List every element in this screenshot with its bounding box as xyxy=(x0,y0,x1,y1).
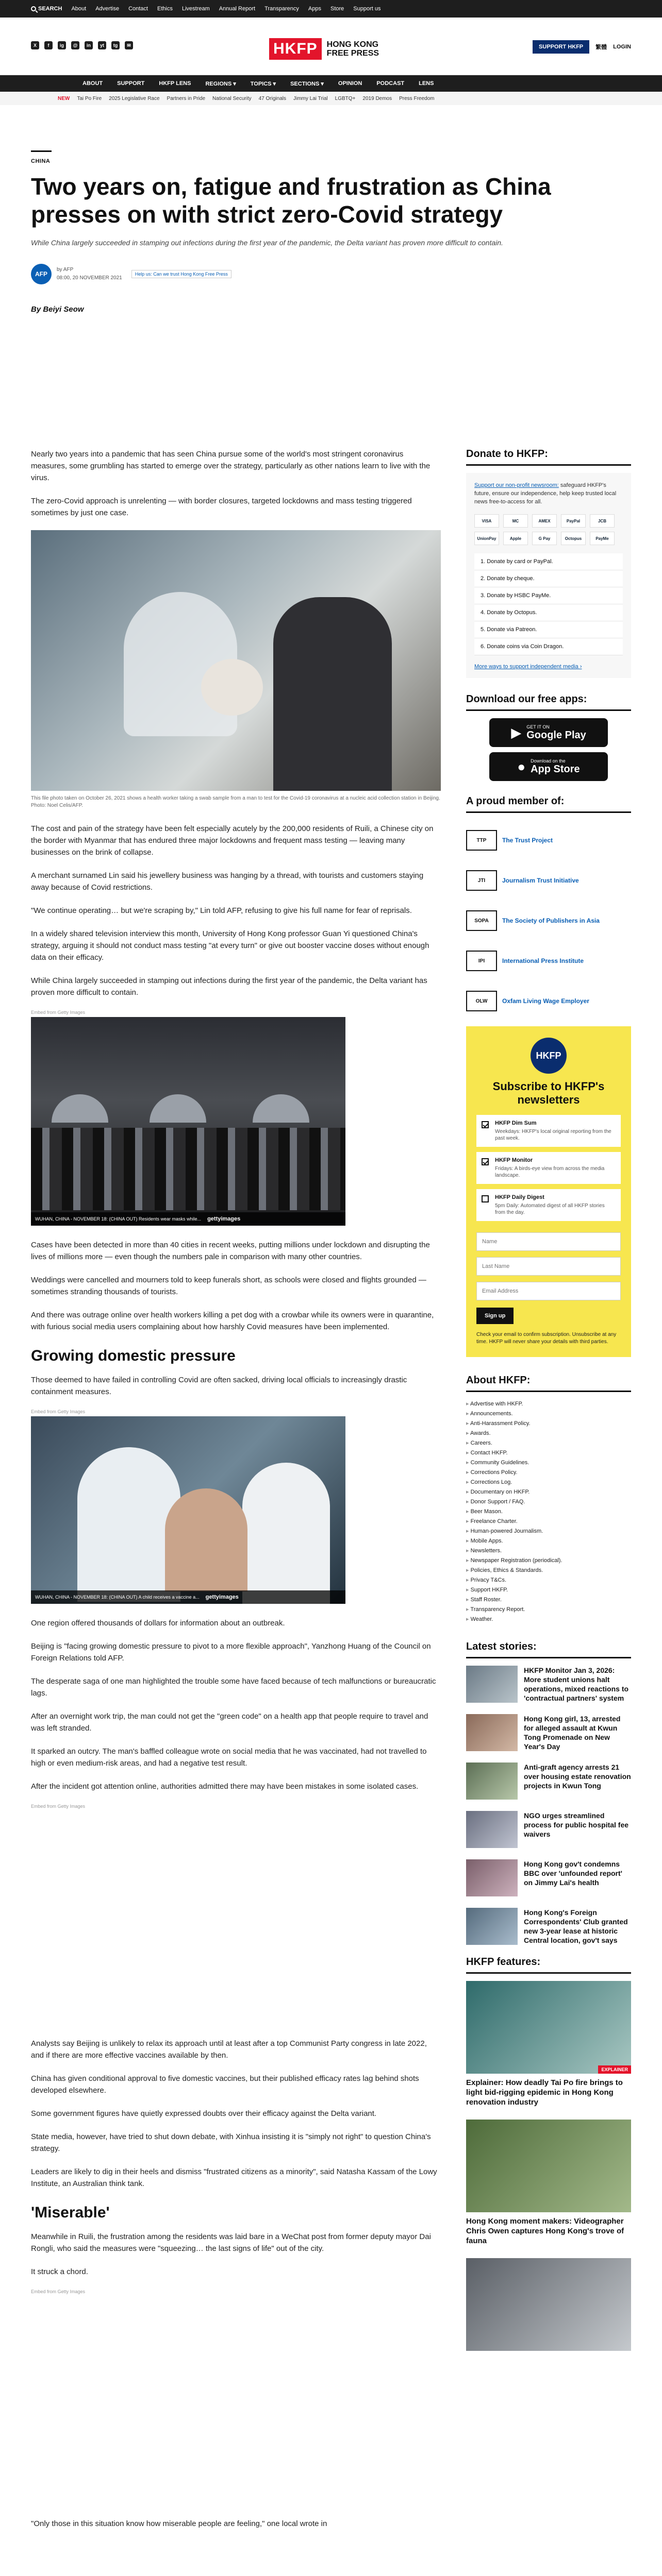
afp-avatar: AFP xyxy=(31,264,52,284)
byline-source[interactable]: by AFP xyxy=(57,267,74,273)
about-link[interactable]: ▸ Privacy T&Cs. xyxy=(466,1575,631,1585)
paragraph: A merchant surnamed Lin said his jewellery business was hanging by a thread, with tourists and customers staying away because of Covid restrictions. xyxy=(31,871,424,892)
feature-title: Hong Kong moment makers: Videographer Chris Owen captures Hong Kong's trove of fauna xyxy=(466,2217,624,2245)
about-link[interactable]: ▸ Weather. xyxy=(466,1615,631,1624)
paragraph: The cost and pain of the strategy have been felt especially acutely by the 200,000 residents of Ruili, a Chinese city on the border with Myanmar that has endured three major lockdowns and frequent mass testing — leaving many businesses on the brink of collapse. xyxy=(31,824,434,857)
top-link-store[interactable]: Store xyxy=(330,6,344,12)
trending-link[interactable]: Partners in Pride xyxy=(167,95,206,101)
story-thumbnail xyxy=(466,1859,518,1896)
apps-title: Download our free apps: xyxy=(466,693,631,711)
instagram-icon[interactable]: ig xyxy=(58,41,66,49)
story-thumbnail xyxy=(466,1762,518,1800)
member-title: A proud member of: xyxy=(466,795,631,813)
feature-card[interactable] xyxy=(466,2258,631,2351)
about-title: About HKFP: xyxy=(466,1375,631,1392)
top-link-ethics[interactable]: Ethics xyxy=(157,6,173,12)
story-title: HKFP Monitor Jan 3, 2026: More student unions halt operations, mixed reactions to 'contractual partners' system xyxy=(524,1666,629,1702)
sidebar xyxy=(466,448,631,2363)
embed-label: Embed from Getty Images xyxy=(31,1804,86,1809)
feature-card[interactable] xyxy=(466,1981,631,2107)
section-heading: 'Miserable' xyxy=(31,2204,110,2221)
email-icon[interactable]: ✉ xyxy=(125,41,133,49)
top-link-annual-report[interactable]: Annual Report xyxy=(219,6,256,12)
donate-option[interactable]: 6. Donate coins via Coin Dragon. xyxy=(474,638,623,655)
payment-methods xyxy=(474,514,623,545)
paragraph: The zero-Covid approach is unrelenting — with border closures, targeted lockdowns and mass testing triggered sometimes by just one case. xyxy=(31,497,412,517)
support-hkfp-button[interactable]: SUPPORT HKFP xyxy=(533,40,589,54)
story-thumbnail xyxy=(466,1908,518,1945)
paragraph: After an overnight work trip, the man could not get the "green code" on a health app that people require to travel and was left stranded. xyxy=(31,1712,428,1733)
trending-link[interactable]: Press Freedom xyxy=(399,95,435,101)
publish-date: 08:00, 20 NOVEMBER 2021 xyxy=(57,275,122,281)
section-heading: Growing domestic pressure xyxy=(31,1347,236,1364)
story-title: Hong Kong gov't condemns BBC over 'unfounded report' on Jimmy Lai's health xyxy=(524,1860,622,1887)
getty-logo: gettyimages xyxy=(205,1594,239,1600)
donate-widget xyxy=(466,473,631,678)
logo-line1: HONG KONG xyxy=(326,40,379,49)
about-link[interactable]: ▸ Corrections Log. xyxy=(466,1478,631,1487)
paragraph: Some government figures have quietly expressed doubts over their efficacy against the Delta variant. xyxy=(31,2109,377,2118)
top-link-contact[interactable]: Contact xyxy=(128,6,148,12)
latest-story[interactable] xyxy=(466,1859,631,1896)
about-link[interactable]: ▸ Mobile Apps. xyxy=(466,1536,631,1546)
about-link[interactable]: ▸ Careers. xyxy=(466,1438,631,1448)
newsletter-option-dim-sum[interactable]: HKFP Dim Sum Weekdays: HKFP's local original reporting from the past week. xyxy=(476,1115,621,1147)
donate-option[interactable]: 4. Donate by Octopus. xyxy=(474,604,623,621)
top-link-apps[interactable]: Apps xyxy=(308,6,321,12)
getty-logo: gettyimages xyxy=(207,1216,241,1222)
story-title: NGO urges streamlined process for public hospital fee waivers xyxy=(524,1811,629,1838)
newsletter-option-monitor[interactable]: HKFP Monitor Fridays: A birds-eye view from across the media landscape. xyxy=(476,1152,621,1184)
paragraph: "Only those in this situation know how miserable people are feeling," one local wrote in xyxy=(31,2519,327,2528)
about-link[interactable]: ▸ Newspaper Registration (periodical). xyxy=(466,1556,631,1566)
google-pay-icon: G Pay xyxy=(532,532,557,545)
about-link[interactable]: ▸ Anti-Harassment Policy. xyxy=(466,1419,631,1429)
latest-story[interactable] xyxy=(466,1762,631,1800)
signup-button[interactable]: Sign up xyxy=(476,1308,514,1324)
nav-regions[interactable]: REGIONS ▾ xyxy=(205,80,236,87)
site-header xyxy=(0,18,662,75)
about-link[interactable]: ▸ Corrections Policy. xyxy=(466,1468,631,1478)
latest-story[interactable] xyxy=(466,1811,631,1848)
nav-support[interactable]: SUPPORT xyxy=(117,80,145,87)
checkbox-icon[interactable] xyxy=(482,1121,489,1128)
embed-label: Embed from Getty Images xyxy=(31,1010,86,1015)
swab-test-photo xyxy=(31,530,441,791)
nav-topics[interactable]: TOPICS ▾ xyxy=(250,80,276,87)
app-store-button[interactable]: ● Download on the App Store xyxy=(489,752,608,781)
feature-image xyxy=(466,2258,631,2351)
payme-icon: PayMe xyxy=(590,532,615,545)
top-utility-bar xyxy=(0,0,662,18)
feature-image xyxy=(466,2120,631,2212)
paragraph: After the incident got attention online, authorities admitted there may have been mistakes in some isolated cases. xyxy=(31,1782,419,1791)
newsletter-title: Subscribe to HKFP's newsletters xyxy=(492,1080,605,1106)
paragraph: Analysts say Beijing is unlikely to relax its approach until at least after a top Communist Party congress in late 2022, and if there are more effective vaccines available by then. xyxy=(31,2039,427,2060)
new-badge: NEW xyxy=(58,95,70,101)
login-link[interactable]: LOGIN xyxy=(613,44,631,50)
trending-link[interactable]: LGBTQ+ xyxy=(335,95,356,101)
checkbox-icon[interactable] xyxy=(482,1158,489,1165)
about-link[interactable]: ▸ Beer Mason. xyxy=(466,1507,631,1517)
trending-bar xyxy=(0,92,662,105)
visa-icon: VISA xyxy=(474,514,499,528)
member-jti[interactable]: JTI Journalism Trust Initiative xyxy=(466,860,631,901)
getty-embed-vaccine-photo[interactable] xyxy=(31,1416,345,1604)
language-switch[interactable]: 繁體 xyxy=(595,44,607,50)
about-link[interactable]: ▸ Donor Support / FAQ. xyxy=(466,1497,631,1507)
donate-intro-link[interactable]: Support our non-profit newsroom: xyxy=(474,482,559,488)
feature-card[interactable] xyxy=(466,2120,631,2246)
nav-opinion[interactable]: OPINION xyxy=(338,80,362,87)
threads-icon[interactable]: @ xyxy=(71,41,79,49)
youtube-icon[interactable]: yt xyxy=(98,41,106,49)
app-badges xyxy=(466,718,631,781)
latest-title: Latest stories: xyxy=(466,1641,631,1658)
paragraph: State media, however, have tried to shut down debate, with Xinhua insisting it is "simply not right" to question China's strategy. xyxy=(31,2132,431,2153)
octopus-icon: Octopus xyxy=(561,532,586,545)
member-oxfam[interactable]: OLW Oxfam Living Wage Employer xyxy=(466,981,631,1021)
member-ipi[interactable]: IPI International Press Institute xyxy=(466,941,631,981)
last-name-field[interactable] xyxy=(476,1257,621,1276)
newsletter-option-daily-digest[interactable]: HKFP Daily Digest 5pm Daily: Automated digest of all HKFP stories from the day. xyxy=(476,1189,621,1221)
getty-embed-queue-photo[interactable] xyxy=(31,1017,345,1226)
member-trust-project[interactable]: TTP The Trust Project xyxy=(466,820,631,860)
about-link[interactable]: ▸ Documentary on HKFP. xyxy=(466,1487,631,1497)
nav-hkfp-lens[interactable]: HKFP LENS xyxy=(159,80,191,87)
trending-link[interactable]: Jimmy Lai Trial xyxy=(293,95,328,101)
google-play-button[interactable]: ▶ GET IT ON Google Play xyxy=(489,718,608,747)
article-header xyxy=(31,118,631,314)
about-link[interactable]: ▸ Transparency Report. xyxy=(466,1605,631,1615)
story-title: Anti-graft agency arrests 21 over housing estate renovation projects in Kwun Tong xyxy=(524,1763,631,1790)
getty-caption: WUHAN, CHINA - NOVEMBER 18: (CHINA OUT) Residents wear masks while... xyxy=(35,1216,202,1222)
story-thumbnail xyxy=(466,1714,518,1751)
nav-lens[interactable]: LENS xyxy=(419,80,434,87)
about-link[interactable]: ▸ Announcements. xyxy=(466,1409,631,1419)
feature-title: Explainer: How deadly Tai Po fire brings to light bid-rigging epidemic in Hong Kong renovation industry xyxy=(466,2078,623,2107)
top-link-about[interactable]: About xyxy=(71,6,87,12)
paragraph: "We continue operating… but we're scraping by," Lin told AFP, refusing to give his full name for fear of reprisals. xyxy=(31,906,412,915)
about-link[interactable]: ▸ Freelance Charter. xyxy=(466,1517,631,1527)
kicker-rule xyxy=(31,150,52,152)
article-body xyxy=(31,448,441,2541)
empty-embed-area xyxy=(31,2296,441,2518)
donate-option[interactable]: 3. Donate by HSBC PayMe. xyxy=(474,587,623,604)
top-link-transparency[interactable]: Transparency xyxy=(264,6,299,12)
donate-intro-text: safeguard HKFP's future, ensure our independence, help keep trusted local news free-to-access for all. xyxy=(474,482,617,505)
unionpay-icon: UnionPay xyxy=(474,532,499,545)
paragraph: It sparked an outcry. The man's baffled colleague wrote on social media that he was vaccinated, had not travelled to high or even medium-risk areas, and had a negative test result. xyxy=(31,1747,427,1768)
mastercard-icon: MC xyxy=(503,514,528,528)
site-logo[interactable] xyxy=(269,38,379,60)
about-link[interactable]: ▸ Awards. xyxy=(466,1429,631,1438)
story-title: Hong Kong's Foreign Correspondents' Club granted new 3-year lease at historic Central location, gov't says xyxy=(524,1908,628,1944)
article-dek: While China largely succeeded in stamping out infections during the first year of the pandemic, the Delta variant has proven more difficult to contain. xyxy=(31,239,503,247)
features-title: HKFP features: xyxy=(466,1956,631,1974)
paragraph: Nearly two years into a pandemic that has seen China pursue some of the world's most stringent coronavirus measures, some grumbling has started to emerge over the strategy, particularly as other nations learn to live with the virus. xyxy=(31,450,431,482)
article-author: By Beiyi Seow xyxy=(31,305,84,314)
about-link[interactable]: ▸ Advertise with HKFP. xyxy=(466,1399,631,1409)
top-link-livestream[interactable]: Livestream xyxy=(181,6,210,12)
paragraph: Beijing is "facing growing domestic pressure to pivot to a more flexible approach", Yanzhong Huang of the Council on Foreign Relations told AFP. xyxy=(31,1642,431,1663)
facebook-icon[interactable]: f xyxy=(44,41,53,49)
nav-sections[interactable]: SECTIONS ▾ xyxy=(290,80,324,87)
about-link[interactable]: ▸ Newsletters. xyxy=(466,1546,631,1556)
empty-embed-area xyxy=(31,1811,441,2038)
explainer-tag: EXPLAINER xyxy=(598,2065,631,2074)
about-links xyxy=(466,1399,631,1624)
donate-option[interactable]: 2. Donate by cheque. xyxy=(474,570,623,587)
trending-link[interactable]: National Security xyxy=(212,95,252,101)
email-field[interactable] xyxy=(476,1282,621,1300)
about-link[interactable]: ▸ Policies, Ethics & Standards. xyxy=(466,1566,631,1575)
about-link[interactable]: ▸ Community Guidelines. xyxy=(466,1458,631,1468)
paragraph: Cases have been detected in more than 40 cities in recent weeks, putting millions under lockdown and disrupting the lives of millions more — even though the numbers pale in comparison with many other countries. xyxy=(31,1241,430,1261)
embed-label: Embed from Getty Images xyxy=(31,2289,86,2294)
name-field[interactable] xyxy=(476,1232,621,1251)
embed-label: Embed from Getty Images xyxy=(31,1409,86,1414)
trending-link[interactable]: 47 Originals xyxy=(258,95,286,101)
member-logos xyxy=(466,820,631,1021)
top-link-support[interactable]: Support us xyxy=(353,6,381,12)
paragraph: China has given conditional approval to five domestic vaccines, but their published efficacy rates lag behind shots developed elsewhere. xyxy=(31,2074,419,2095)
paragraph: Those deemed to have failed in controlling Covid are often sacked, driving local officials to increasingly drastic containment measures. xyxy=(31,1376,407,1396)
article-title: Two years on, fatigue and frustration as China presses on with strict zero-Covid strategy xyxy=(31,173,551,228)
paragraph: And there was outrage online over health workers killing a pet dog with a crowbar while its owners were in quarantine, with furious social media users complaining about how harshly Covid measures have been implemented. xyxy=(31,1311,434,1331)
paypal-icon: PayPal xyxy=(561,514,586,528)
story-thumbnail xyxy=(466,1811,518,1848)
about-link[interactable]: ▸ Staff Roster. xyxy=(466,1595,631,1605)
main-nav xyxy=(0,75,662,92)
paragraph: It struck a chord. xyxy=(31,2267,88,2276)
jcb-icon: JCB xyxy=(590,514,615,528)
telegram-icon[interactable]: tg xyxy=(111,41,120,49)
paragraph: Leaders are likely to dig in their heels and dismiss "frustrated citizens as a minority", said Natasha Kassam of the Lowy Institute, an Australian think tank. xyxy=(31,2167,437,2188)
byline xyxy=(31,264,631,284)
logo-line2: FREE PRESS xyxy=(326,49,379,58)
donate-option[interactable]: 5. Donate via Patreon. xyxy=(474,621,623,638)
latest-story[interactable] xyxy=(466,1714,631,1751)
story-thumbnail xyxy=(466,1666,518,1703)
trending-link[interactable]: Tai Po Fire xyxy=(77,95,102,101)
apple-icon: ● xyxy=(517,758,526,774)
play-store-icon: ▶ xyxy=(511,724,522,740)
latest-story[interactable] xyxy=(466,1666,631,1703)
getty-caption: WUHAN, CHINA - NOVEMBER 18: (CHINA OUT) A child receives a vaccine a... xyxy=(35,1595,200,1600)
linkedin-icon[interactable]: in xyxy=(85,41,93,49)
about-link[interactable]: ▸ Support HKFP. xyxy=(466,1585,631,1595)
paragraph: While China largely succeeded in stamping out infections during the first year of the pandemic, the Delta variant has proven more difficult to contain. xyxy=(31,976,427,997)
nav-about[interactable]: ABOUT xyxy=(82,80,103,87)
paragraph: The desperate saga of one man highlighted the trouble some have faced because of tech malfunctions or bureaucratic lags. xyxy=(31,1677,436,1698)
amex-icon: AMEX xyxy=(532,514,557,528)
about-link[interactable]: ▸ Human-powered Journalism. xyxy=(466,1527,631,1536)
article-category[interactable]: CHINA xyxy=(31,158,51,164)
latest-story[interactable] xyxy=(466,1908,631,1945)
search-button[interactable]: SEARCH xyxy=(31,6,62,12)
paragraph: One region offered thousands of dollars for information about an outbreak. xyxy=(31,1619,285,1628)
about-link[interactable]: ▸ Contact HKFP. xyxy=(466,1448,631,1458)
paragraph: Weddings were cancelled and mourners told to keep funerals short, as schools were closed and flights grounded — sometimes stranding thousands of tourists. xyxy=(31,1276,426,1296)
donate-title: Donate to HKFP: xyxy=(466,448,631,466)
x-icon[interactable]: X xyxy=(31,41,39,49)
trending-link[interactable]: 2019 Demos xyxy=(362,95,392,101)
trust-survey-link[interactable]: Help us: Can we trust Hong Kong Free Press xyxy=(131,270,231,278)
story-title: Hong Kong girl, 13, arrested for alleged assault at Kwun Tong Promenade on New Year's Day xyxy=(524,1715,621,1751)
paragraph: Meanwhile in Ruili, the frustration among the residents was laid bare in a WeChat post from former deputy mayor Dai Rongli, who said the measures were "squeezing… the last signs of life" out of the city. xyxy=(31,2232,431,2253)
newsletter-widget xyxy=(466,1026,631,1357)
checkbox-icon[interactable] xyxy=(482,1195,489,1202)
apple-pay-icon: Apple xyxy=(503,532,528,545)
newsletter-logo: HKFP xyxy=(531,1038,567,1074)
social-links xyxy=(31,41,133,49)
more-ways-link[interactable]: More ways to support independent media › xyxy=(474,664,582,670)
newsletter-note: Check your email to confirm subscription. Unsubscribe at any time. HKFP will never share your details with third parties. xyxy=(476,1332,617,1345)
logo-box: HKFP xyxy=(269,38,322,60)
search-icon xyxy=(31,6,36,11)
member-sopa[interactable]: SOPA The Society of Publishers in Asia xyxy=(466,901,631,941)
latest-stories xyxy=(466,1666,631,1945)
feature-image xyxy=(466,1981,631,2074)
trending-link[interactable]: 2025 Legislative Race xyxy=(109,95,160,101)
paragraph: In a widely shared television interview this month, University of Hong Kong professor Guan Yi questioned China's strategy, arguing it should not conduct mass testing "at every turn" or give out booster vaccine doses without enough data on their efficacy. xyxy=(31,929,429,962)
photo-caption: This file photo taken on October 26, 2021 shows a health worker taking a swab sample from a man to test for the Covid-19 coronavirus at a nucleic acid collection station in Beijing. Photo: Noel Celis/AFP. xyxy=(31,795,440,808)
nav-podcast[interactable]: PODCAST xyxy=(376,80,405,87)
donate-option[interactable]: 1. Donate by card or PayPal. xyxy=(474,553,623,570)
top-link-advertise[interactable]: Advertise xyxy=(95,6,120,12)
